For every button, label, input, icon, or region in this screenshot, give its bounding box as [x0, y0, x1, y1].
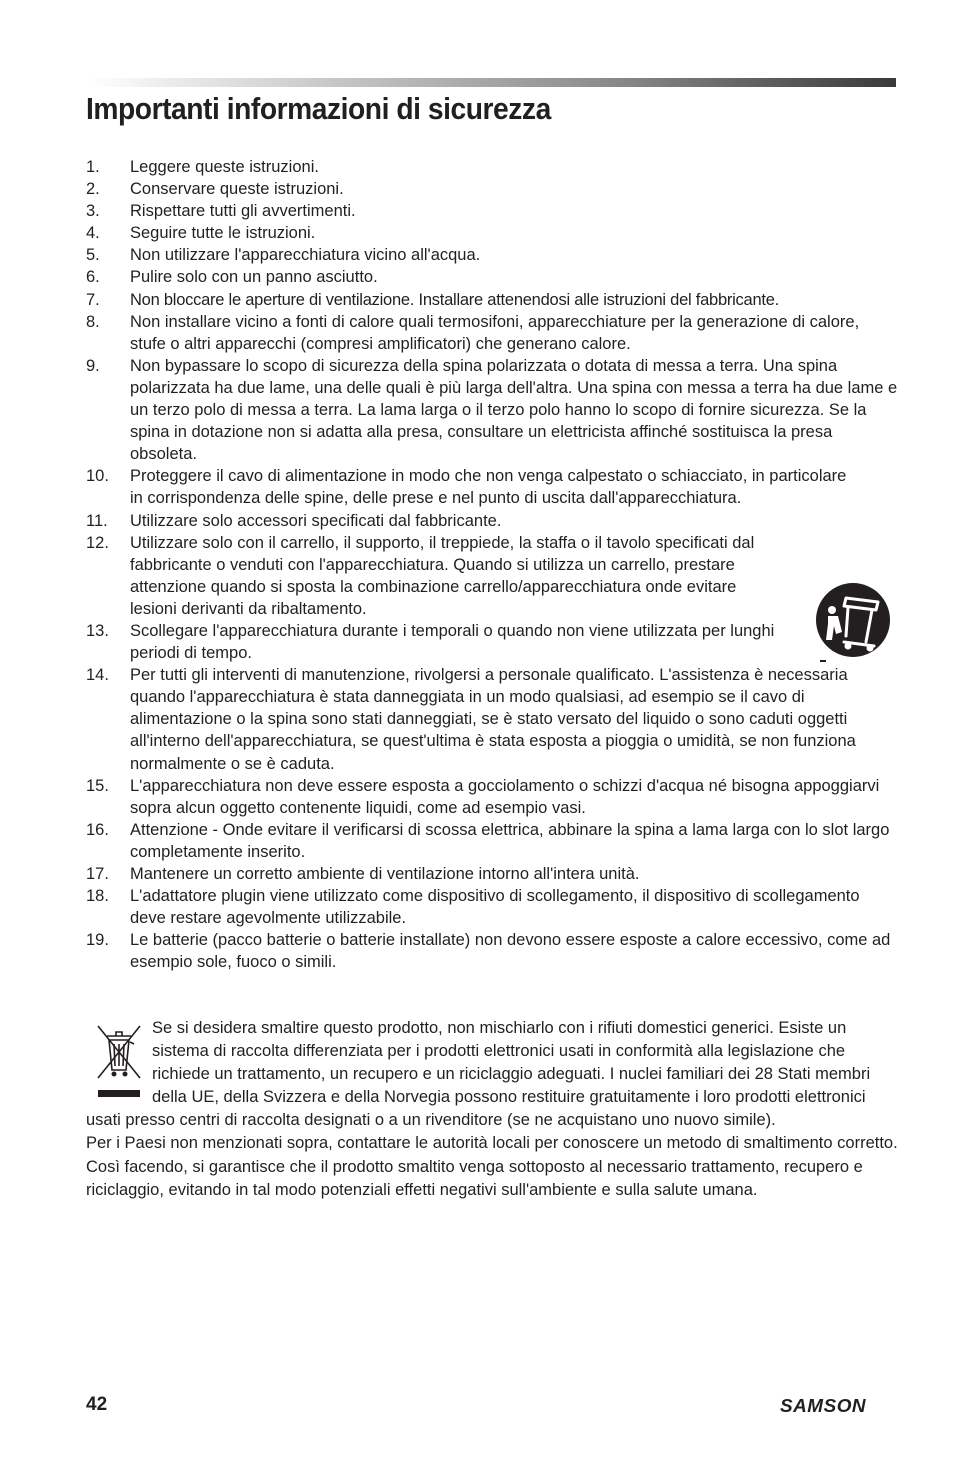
- item-text: Per tutti gli interventi di manutenzione, rivolgersi a personale qualificato. L'assistenza è necessaria quando l'apparecchiatura è stata danneggiata in un modo qualsiasi, ad esempio se il cavo di alimentazione o la spina sono stati danneggiati, se è stato versato del liquido o sono caduti oggetti all'interno dell'apparecchiatura, se quest'ultima è stata esposta a pioggia o umidità, se non funziona normalmente o se è caduta.: [130, 666, 856, 773]
- disposal-section: [86, 1017, 898, 1202]
- item-number: 4.: [86, 224, 100, 243]
- list-item: [86, 863, 898, 885]
- list-item: [86, 532, 898, 620]
- item-number: 11.: [86, 511, 108, 530]
- item-number: 17.: [86, 865, 109, 883]
- item-number: 16.: [86, 820, 109, 839]
- list-item: [86, 244, 898, 266]
- list-item: [86, 510, 898, 532]
- item-text: L'adattatore plugin viene utilizzato come dispositivo di scollegamento, il dispositivo di scollegamento deve restare agevolmente utilizzabile.: [130, 887, 860, 928]
- cart-tip-over-warning-icon: [808, 580, 898, 666]
- item-text: Non bloccare le aperture di ventilazione. Installare attenendosi alle istruzioni del fabbricante.: [130, 290, 779, 309]
- disposal-paragraph-2: Per i Paesi non menzionati sopra, contattare le autorità locali per conoscere un metodo di smaltimento corretto.: [86, 1134, 898, 1153]
- item-text: Seguire tutte le istruzioni.: [130, 224, 316, 243]
- item-number: 1.: [86, 158, 100, 176]
- page-title: Importanti informazioni di sicurezza: [86, 91, 551, 126]
- list-item: [86, 620, 898, 664]
- item-number: 15.: [86, 776, 109, 795]
- item-text: Pulire solo con un panno asciutto.: [130, 268, 378, 287]
- item-text: Scollegare l'apparecchiatura durante i temporali o quando non viene utilizzata per lunghi periodi di tempo.: [130, 621, 775, 663]
- item-number: 18.: [86, 887, 109, 906]
- list-item: [86, 355, 898, 465]
- list-item: [86, 819, 898, 863]
- list-item: [86, 222, 898, 244]
- page-number: 42: [86, 1394, 108, 1415]
- item-text: Non installare vicino a fonti di calore quali termosifoni, apparecchiature per la generazione di calore, stufe o altri apparecchi (compresi amplificatori) che generano calore.: [130, 312, 860, 353]
- item-text: Utilizzare solo con il carrello, il supporto, il treppiede, la staffa o il tavolo specificati dal fabbricante o venduti con l'apparecchiatura. Quando si utilizza un carrello, prestare attenzione quando si sposta la combinazione carrello/apparecchiatura onde evitare lesioni derivanti da ribaltamento.: [130, 533, 755, 618]
- disposal-paragraph-3: Così facendo, si garantisce che il prodotto smaltito venga sottoposto al necessario trattamento, recupero e riciclaggio, evitando in tal modo potenziali effetti negativi sull'ambiente e sulla salute umana.: [86, 1157, 863, 1199]
- list-item: [86, 664, 898, 774]
- item-text: Conservare queste istruzioni.: [130, 180, 344, 199]
- list-item: [86, 465, 898, 509]
- list-item: [86, 885, 898, 929]
- item-text: Le batterie (pacco batterie o batterie installate) non devono essere esposte a calore eccessivo, come ad esempio sole, fuoco o simili.: [130, 931, 891, 972]
- icon-spacer: [86, 1017, 152, 1109]
- list-item: [86, 311, 898, 355]
- list-item: [86, 929, 898, 973]
- list-item: [86, 289, 898, 311]
- item-number: 8.: [86, 312, 100, 331]
- item-text: Mantenere un corretto ambiente di ventilazione intorno all'intera unità.: [130, 865, 640, 883]
- item-number: 9.: [86, 356, 100, 375]
- item-number: 6.: [86, 268, 100, 287]
- item-number: 19.: [86, 931, 109, 950]
- item-text: Non bypassare lo scopo di sicurezza della spina polarizzata o dotata di messa a terra. Una spina polarizzata ha due lame, una delle quali è più larga dell'altra. Una spina con messa a terra ha due lame e un terzo polo di messa a terra. La lama larga o il terzo polo hanno lo scopo di fornire sicurezza. Se la spina in dotazione non si adatta alla presa, consultare un elettricista affinché sostituisca la presa obsoleta.: [130, 356, 898, 464]
- header-gradient-bar: [86, 78, 896, 87]
- item-text: Non utilizzare l'apparecchiatura vicino all'acqua.: [130, 246, 481, 265]
- item-number: 14.: [86, 666, 109, 685]
- item-text: Leggere queste istruzioni.: [130, 158, 319, 176]
- safety-instructions-list: [86, 156, 898, 973]
- list-item: [86, 775, 898, 819]
- item-number: 7.: [86, 290, 100, 309]
- item-number: 12.: [86, 533, 109, 552]
- list-item: [86, 266, 898, 288]
- list-item: [86, 178, 898, 200]
- item-text: Attenzione - Onde evitare il verificarsi di scossa elettrica, abbinare la spina a lama larga con lo slot largo completamente inserito.: [130, 820, 890, 861]
- item-text: L'apparecchiatura non deve essere esposta a gocciolamento o schizzi d'acqua né bisogna appoggiarvi sopra alcun oggetto contenente liquidi, come ad esempio vasi.: [130, 776, 880, 817]
- disposal-paragraph-1: Se si desidera smaltire questo prodotto, non mischiarlo con i rifiuti domestici generici. Esiste un sistema di raccolta differenziata per i prodotti elettronici usati in conformità alla legislazione che richiede un trattamento, un recupero e un riciclaggio adeguati. I nuclei familiari dei 28 Stati membri della UE, della Svizzera e della Norvegia possono restituire gratuitamente i loro prodotti elettronici usati presso centri di raccolta designati o a un rivenditore (se ne acquistano uno nuovo simile).: [86, 1019, 871, 1130]
- brand-logo: SAMSON: [780, 1396, 867, 1416]
- item-text: Proteggere il cavo di alimentazione in modo che non venga calpestato o schiacciato, in particolare in corrispondenza delle spine, delle prese e nel punto di uscita dall'apparecchiatura.: [130, 467, 847, 508]
- item-number: 10.: [86, 467, 109, 486]
- item-number: 3.: [86, 202, 100, 221]
- item-number: 13.: [86, 621, 109, 640]
- list-item: [86, 200, 898, 222]
- item-text: Utilizzare solo accessori specificati dal fabbricante.: [130, 511, 502, 530]
- item-text: Rispettare tutti gli avvertimenti.: [130, 202, 356, 221]
- item-number: 5.: [86, 246, 100, 265]
- list-item: [86, 156, 898, 178]
- item-number: 2.: [86, 180, 100, 199]
